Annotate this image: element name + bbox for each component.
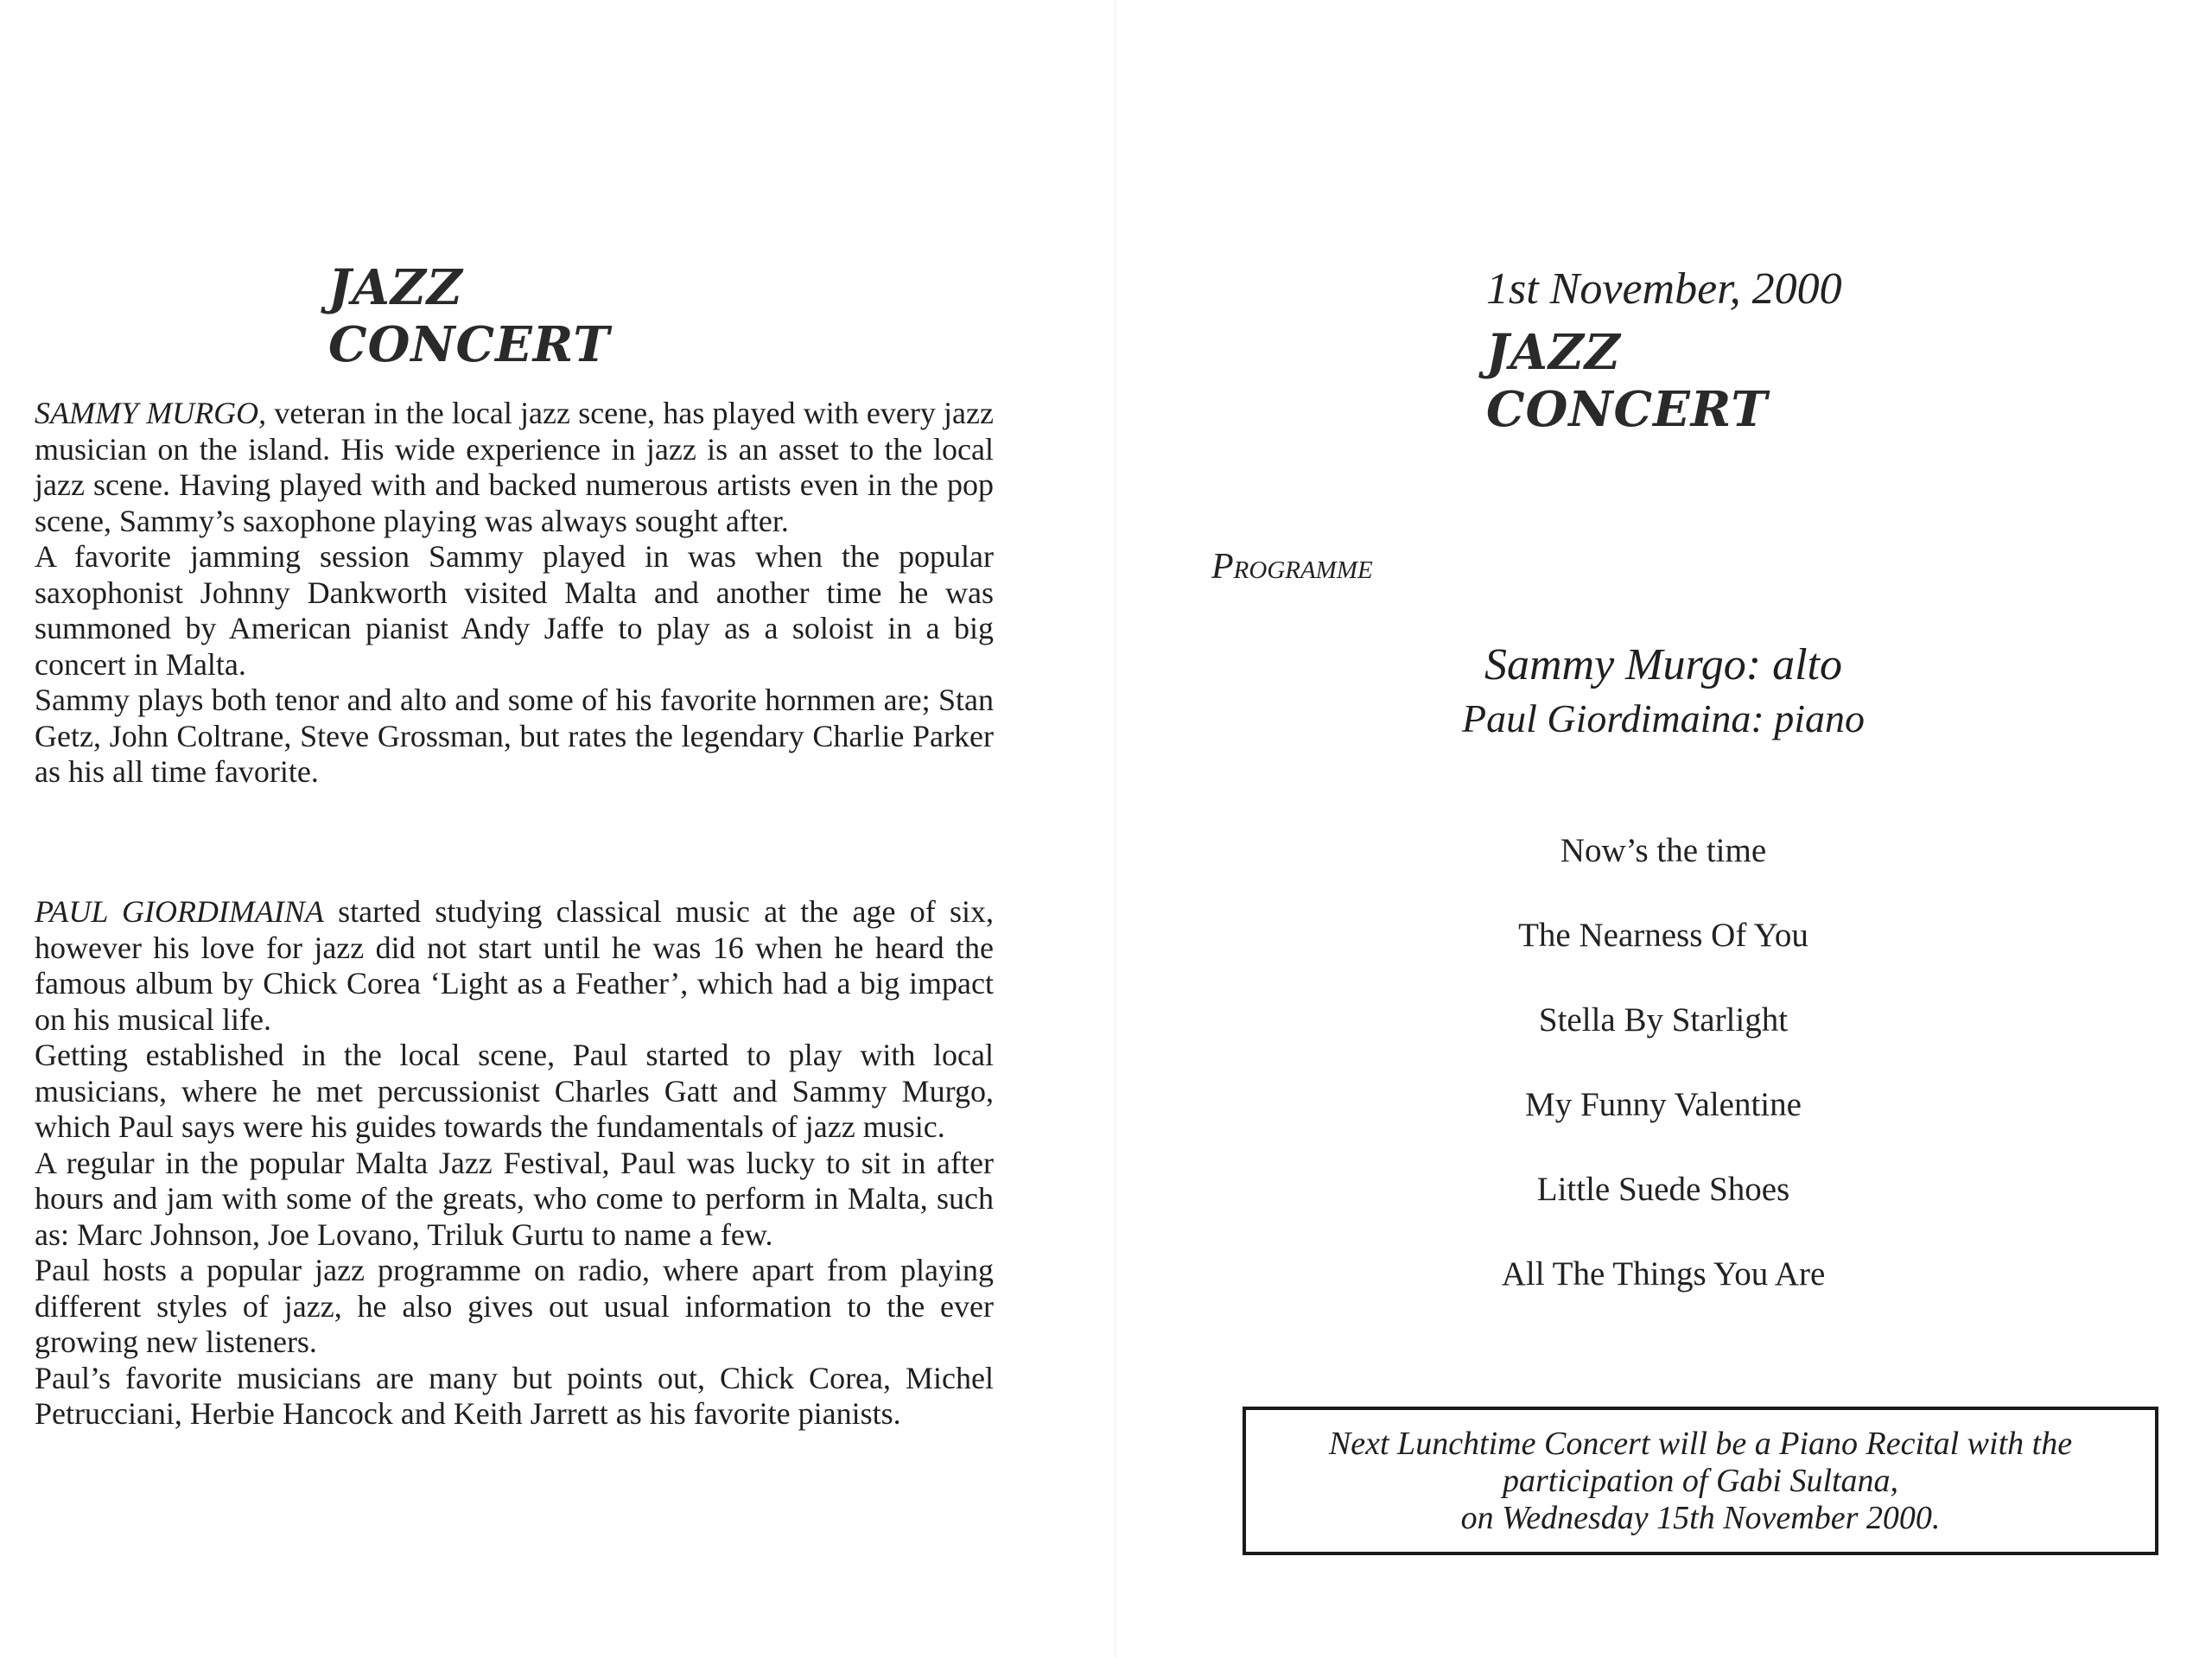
paul-bio-paragraph-5: Paul’s favorite musicians are many but points out, Chick Corea, Michel Petrucciani, Herbie Hancock and Keith Jarrett as his favorite pianists. <box>35 1360 994 1431</box>
paul-name: PAUL GIORDIMAINA <box>35 894 324 929</box>
performer-piano: Paul Giordimaina: piano <box>1462 696 1865 740</box>
programme-item: All The Things You Are <box>1501 1255 1826 1293</box>
sammy-name: SAMMY MURGO, <box>35 396 267 430</box>
programme-item: Little Suede Shoes <box>1536 1171 1790 1208</box>
next-concert-notice <box>1243 1407 2158 1555</box>
left-title: JAZZ CONCERT <box>328 259 611 373</box>
sammy-bio-paragraph-3: Sammy plays both tenor and alto and some of his favorite hornmen are; Stan Getz, John Coltrane, Steve Grossman, but rates the legendary Charlie Parker as his all time favorite. <box>35 683 994 789</box>
programme-item: Stella By Starlight <box>1538 1001 1789 1039</box>
paul-bio-text-1: started studying classical music at the age of six, however his love for jazz did not start until he was 16 when he heard the famous album by Chick Corea ‘Light as a Feather’, which had a big impact on his musical life. <box>35 894 995 1037</box>
programme-item: The Nearness Of You <box>1518 917 1808 954</box>
paul-bio-paragraph-1 <box>35 894 994 1038</box>
paul-giordimaina-bio <box>35 894 994 1432</box>
performer-alto: Sammy Murgo: alto <box>1484 640 1843 689</box>
notice-line-1: Next Lunchtime Concert will be a Piano Recital with the <box>1328 1426 2073 1462</box>
sammy-murgo-bio <box>35 396 994 791</box>
sammy-bio-text-1: veteran in the local jazz scene, has played with every jazz musician on the island. His wide experience in jazz is an asset to the local jazz scene. Having played with and backed numerous artists even in the pop scene, Sammy’s saxophone playing was always sought after. <box>35 396 994 538</box>
sammy-bio-paragraph-1 <box>35 396 994 539</box>
programme-list <box>1115 829 2212 1337</box>
programme-heading: Programme <box>1211 547 1373 587</box>
programme-item: Now’s the time <box>1560 832 1767 869</box>
notice-line-3: on Wednesday 15th November 2000. <box>1460 1500 1941 1536</box>
paul-bio-paragraph-2: Getting established in the local scene, Paul started to play with local musicians, where he met percussionist Charles Gatt and Sammy Murgo, which Paul says were his guides towards the fundamentals of jazz music. <box>35 1038 994 1144</box>
notice-line-2: participation of Gabi Sultana, <box>1502 1463 1899 1499</box>
right-title: JAZZ CONCERT <box>1486 324 1769 438</box>
sammy-bio-paragraph-2: A favorite jamming session Sammy played in was when the popular saxophonist Johnny Dankworth visited Malta and another time he was summoned by American pianist Andy Jaffe to play as a soloist in a big concert in Malta. <box>35 539 994 682</box>
paul-bio-paragraph-3: A regular in the popular Malta Jazz Festival, Paul was lucky to sit in after hours and jam with some of the greats, who come to perform in Malta, such as: Marc Johnson, Joe Lovano, Triluk Gurtu to name a few. <box>35 1145 994 1252</box>
paul-bio-paragraph-4: Paul hosts a popular jazz programme on radio, where apart from playing different styles of jazz, he also gives out usual information to the ever growing new listeners. <box>35 1253 994 1359</box>
programme-item: My Funny Valentine <box>1525 1086 1802 1123</box>
right-page <box>1115 0 2212 1658</box>
concert-date: 1st November, 2000 <box>1486 264 1842 314</box>
